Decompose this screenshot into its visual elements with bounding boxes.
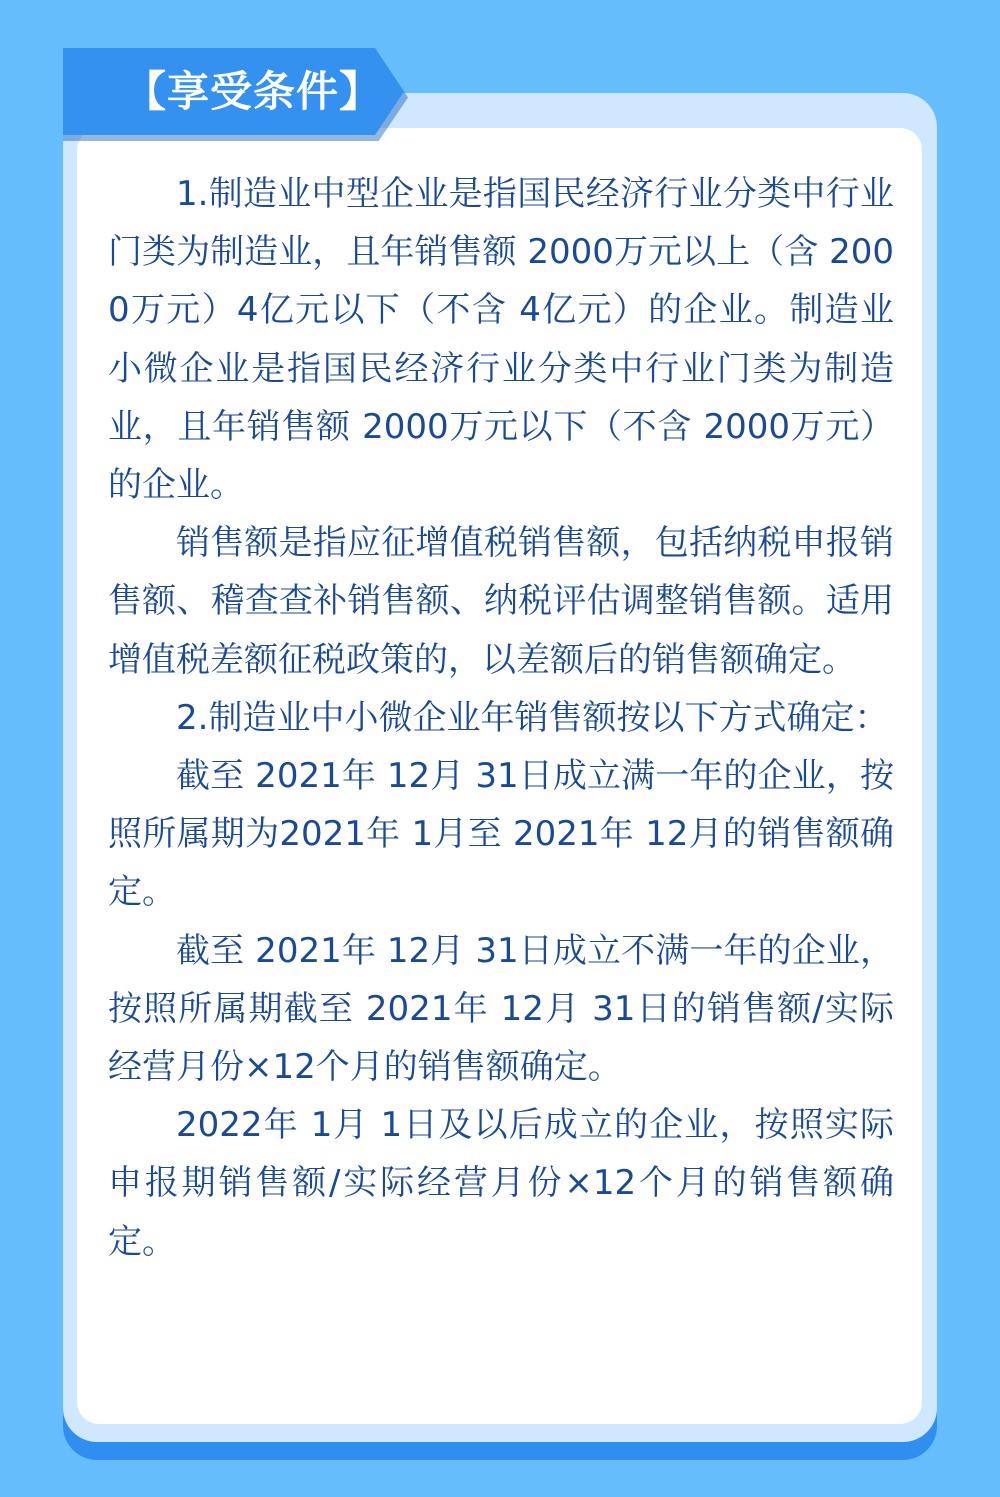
paragraph-4: 截至 2021年 12月 31日成立满一年的企业，按照所属期为2021年 1月至 2021年 12月的销售额确定。	[108, 756, 894, 913]
conditions-text	[108, 165, 894, 1271]
paragraph-2: 销售额是指应征增值税销售额，包括纳税申报销售额、稽查查补销售额、纳税评估调整销售额。适用增值税差额征税政策的，以差额后的销售额确定。	[108, 523, 894, 680]
section-title: 【享受条件】	[124, 67, 383, 116]
paragraph-6: 2022年 1月 1日及以后成立的企业，按照实际申报期销售额/实际经营月份×12个月的销售额确定。	[108, 1105, 894, 1262]
paragraph-5: 截至 2021年 12月 31日成立不满一年的企业，按照所属期截至 2021年 12月 31日的销售额/实际经营月份×12个月的销售额确定。	[108, 930, 894, 1088]
paragraph-3: 2.制造业中小微企业年销售额按以下方式确定：	[176, 697, 889, 738]
paragraph-1: 1.制造业中型企业是指国民经济行业分类中行业门类为制造业，且年销售额 2000万元以上（含 2000万元）4亿元以下（不含 4亿元）的企业。制造业小微企业是指国民经济行业分类中行业门类为制造业，且年销售额 2000万元以下（不含 2000万元）的企业。	[108, 174, 894, 506]
